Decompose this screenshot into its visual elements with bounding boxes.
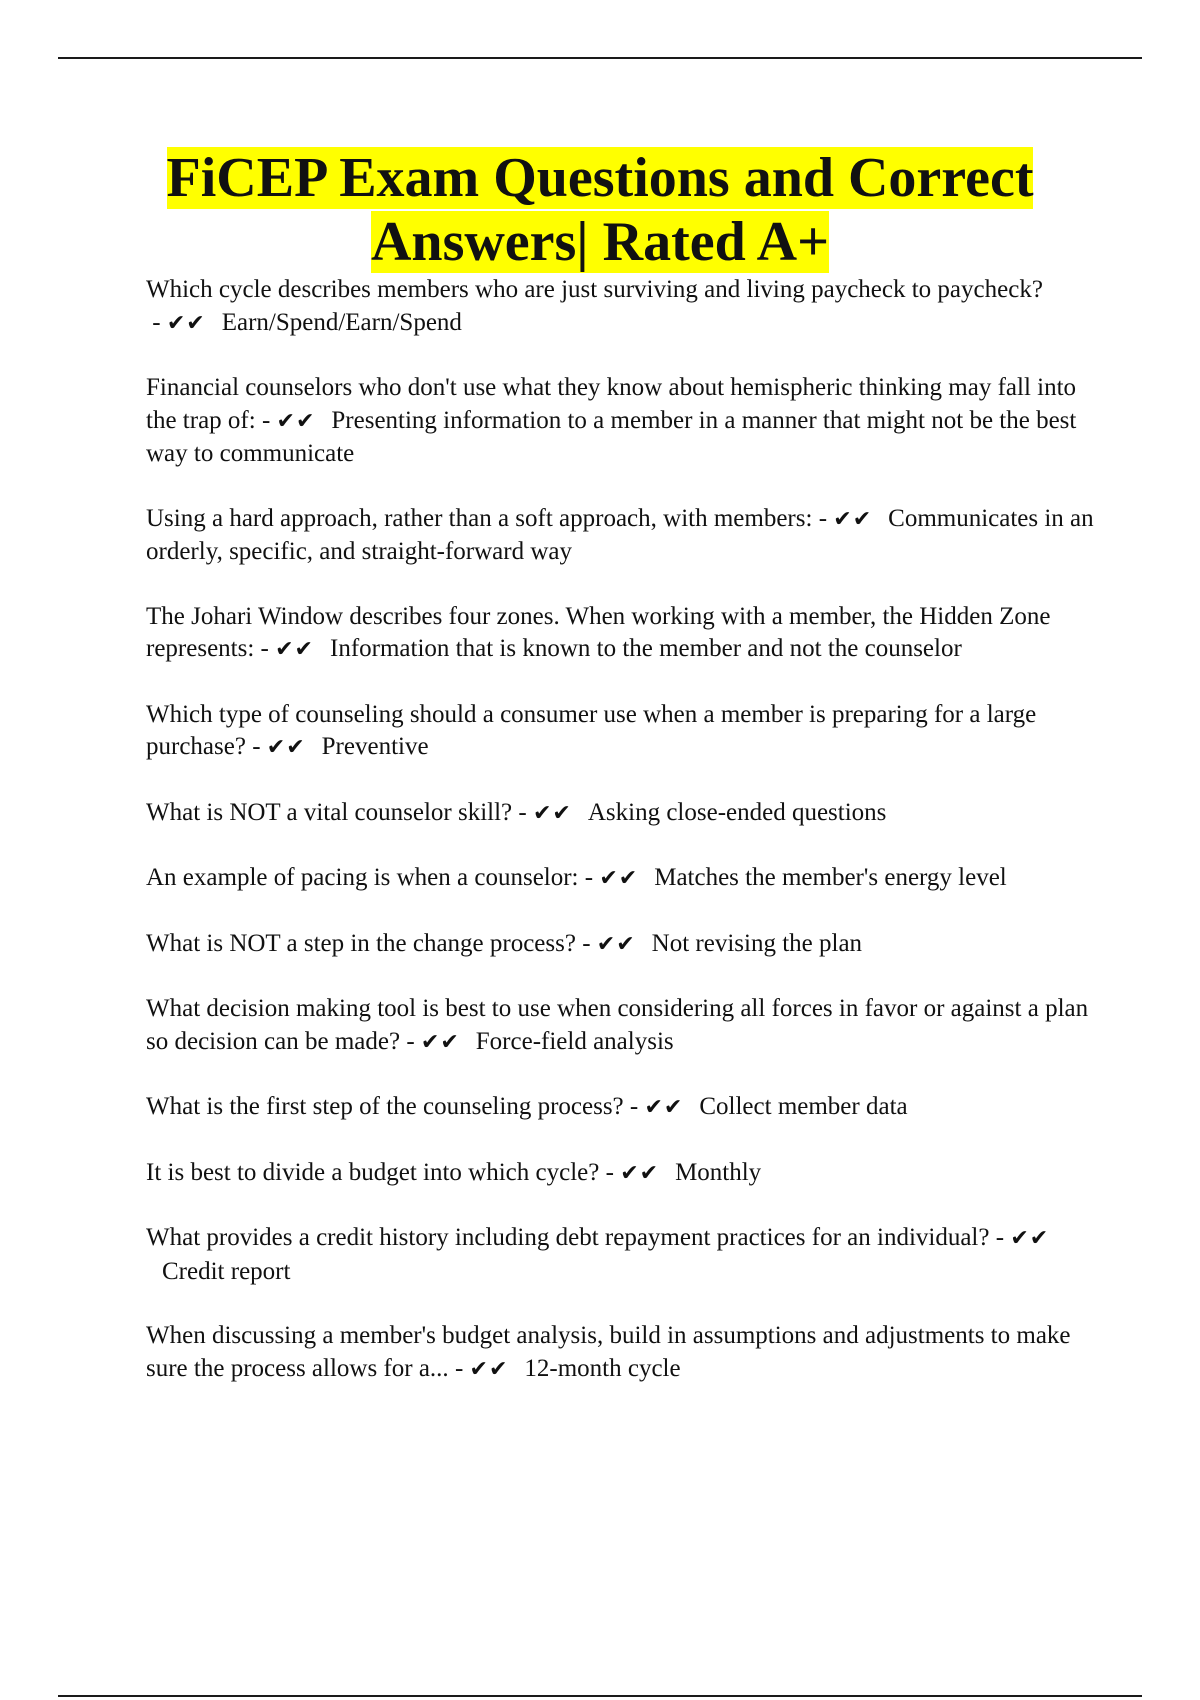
question-text: Using a hard approach, rather than a soft approach, with members: [146, 504, 813, 532]
top-divider [58, 57, 1142, 59]
separator: - [989, 1224, 1011, 1251]
separator: - [255, 406, 277, 434]
double-check-icon: ✔✔ [275, 637, 314, 662]
question-text: What is the first step of the counseling process? [146, 1093, 624, 1120]
separator: - [812, 504, 834, 532]
double-check-icon: ✔✔ [644, 1095, 684, 1120]
separator: - [400, 1027, 421, 1055]
answer-text: Matches the member's energy level [654, 864, 1007, 891]
answer-text: Credit report [162, 1257, 291, 1285]
question-text: What decision making tool is best to use when considering all forces in favor or against a plan so decision can be made? [146, 995, 1089, 1055]
answer-text: Earn/Spend/Earn/Spend [221, 308, 462, 336]
separator: - [578, 864, 600, 891]
separator: - [599, 1158, 621, 1186]
separator: - [575, 929, 597, 957]
double-check-icon: ✔✔ [420, 1029, 460, 1055]
answer-text: Monthly [675, 1158, 762, 1186]
separator: - [623, 1093, 645, 1120]
double-check-icon: ✔✔ [1010, 1226, 1050, 1251]
qa-item [146, 699, 1096, 765]
double-check-icon: ✔✔ [166, 310, 206, 336]
question-text: Financial counselors who don't use what they know about hemispheric thinking may fall into the trap of: [146, 374, 1077, 434]
qa-item [146, 601, 1096, 667]
double-check-icon: ✔✔ [532, 800, 572, 826]
double-check-icon: ✔✔ [276, 408, 316, 434]
double-check-icon: ✔✔ [596, 931, 636, 957]
answer-text: Collect member data [699, 1093, 908, 1120]
qa-item [146, 862, 1096, 896]
answer-text: Information that is known to the member and not the counselor [330, 635, 962, 662]
separator: - [245, 733, 267, 760]
double-check-icon: ✔✔ [833, 506, 873, 532]
question-text: The Johari Window describes four zones. When working with a member, the Hidden Zone represents: [146, 602, 1051, 662]
qa-item [146, 797, 1096, 831]
document-title: FiCEP Exam Questions and Correct Answers| Rated A+ [166, 147, 1034, 273]
question-text: An example of pacing is when a counselor: [146, 864, 579, 891]
question-text: It is best to divide a budget into which cycle? [146, 1158, 600, 1186]
answer-text: Presenting information to a member in a manner that might not be the best way to communicate [146, 406, 1077, 467]
question-text: When discussing a member's budget analysis, build in assumptions and adjustments to make sure the process allows for a... [146, 1322, 1071, 1382]
answer-text: Asking close-ended questions [587, 798, 887, 826]
separator: - [146, 308, 167, 336]
qa-item [146, 1091, 1096, 1125]
question-text: What is NOT a vital counselor skill? [146, 798, 513, 826]
double-check-icon: ✔✔ [469, 1356, 509, 1382]
question-text: Which cycle describes members who are just surviving and living paycheck to paycheck? [146, 276, 1043, 303]
answer-text: Not revising the plan [651, 929, 863, 957]
answer-text: 12-month cycle [524, 1354, 681, 1382]
answer-text: Force-field analysis [475, 1027, 674, 1055]
qa-item [146, 503, 1096, 569]
qa-item [146, 274, 1096, 340]
double-check-icon: ✔✔ [599, 866, 639, 891]
qa-item [146, 928, 1096, 962]
question-text: Which type of counseling should a consumer use when a member is preparing for a large purchase? [146, 700, 1037, 760]
separator: - [254, 635, 276, 662]
separator: - [448, 1354, 470, 1382]
double-check-icon: ✔✔ [620, 1160, 660, 1186]
question-answer-list [146, 274, 1096, 1418]
answer-text: Communicates in an orderly, specific, and straight-forward way [146, 504, 1094, 565]
separator: - [512, 798, 533, 826]
qa-item [146, 1320, 1096, 1386]
question-text: What is NOT a step in the change process? [146, 929, 576, 957]
qa-item [146, 993, 1096, 1059]
bottom-divider [58, 1695, 1142, 1697]
answer-text: Preventive [321, 733, 429, 760]
qa-item [146, 372, 1096, 471]
qa-item [146, 1157, 1096, 1191]
title-block [0, 146, 1200, 274]
question-text: What provides a credit history including debt repayment practices for an individual? [146, 1224, 990, 1251]
double-check-icon: ✔✔ [266, 735, 306, 760]
qa-item [146, 1222, 1096, 1288]
